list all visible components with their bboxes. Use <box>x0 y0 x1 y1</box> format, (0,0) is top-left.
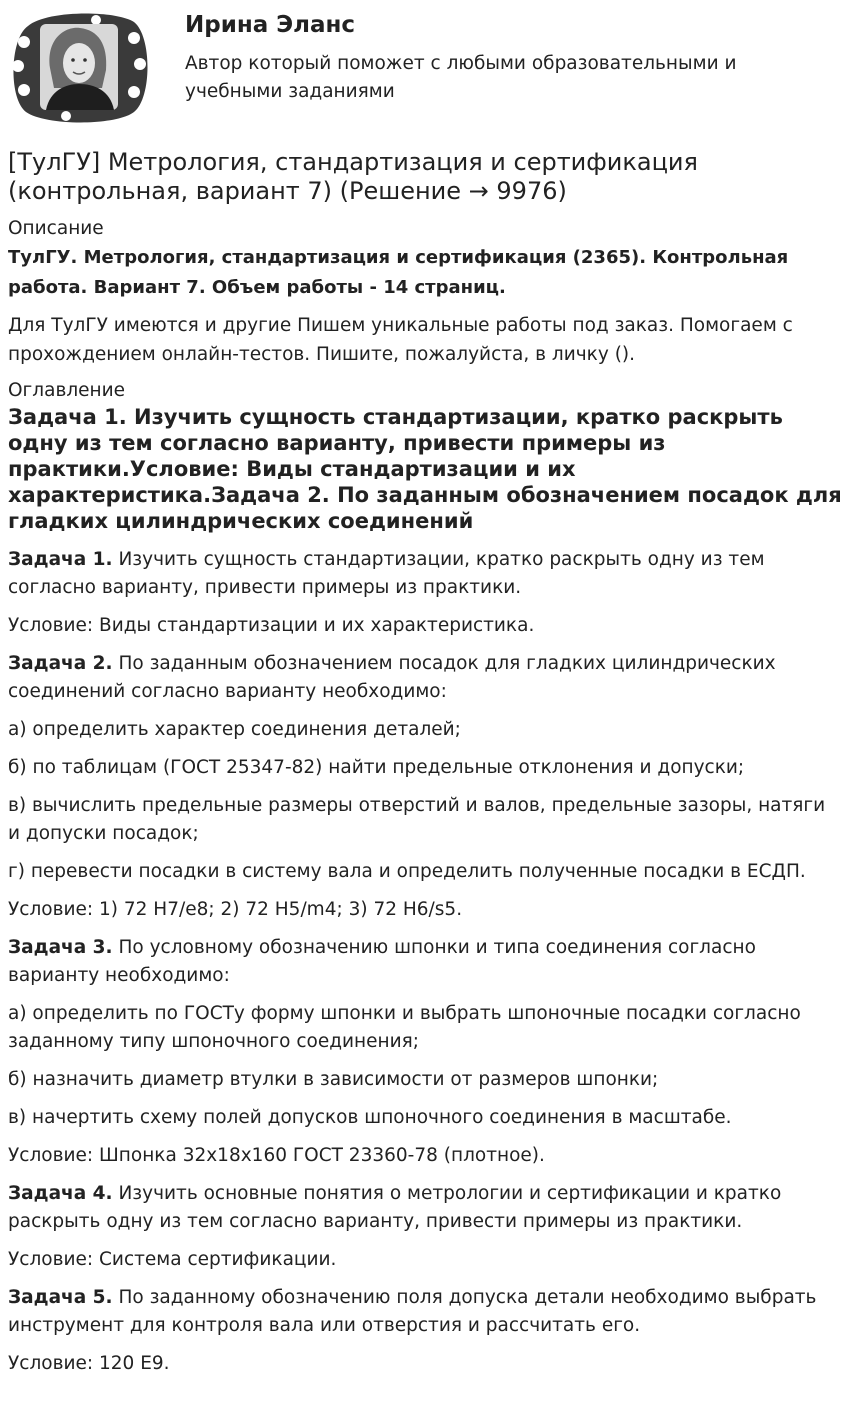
task-text: в) начертить схему полей допусков шпоночного соединения в масштабе. <box>8 1107 732 1128</box>
task-text: По заданным обозначением посадок для гладких цилиндрических соединений согласно варианту необходимо: <box>8 653 776 702</box>
task-paragraph <box>8 1104 843 1132</box>
author-name: Ирина Эланс <box>185 12 356 38</box>
task-paragraph <box>8 896 843 924</box>
toc-heading: Задача 1. Изучить сущность стандартизации, кратко раскрыть одну из тем согласно варианту, привести примеры из практики.Условие: Виды стандартизации и их характеристика.Задача 2. По заданным обозначением посадок для гладких цилиндрических соединений <box>8 405 842 533</box>
task-label: Задача 4. <box>8 1183 113 1204</box>
task-paragraph <box>8 1284 843 1340</box>
task-paragraph <box>8 1180 843 1236</box>
task-paragraph <box>8 1350 843 1378</box>
task-text: По условному обозначению шпонки и типа соединения согласно варианту необходимо: <box>8 937 756 986</box>
task-text: Условие: Система сертификации. <box>8 1249 337 1270</box>
task-label: Задача 1. <box>8 549 113 570</box>
task-text: а) определить по ГОСТу форму шпонки и выбрать шпоночные посадки согласно заданному типу шпоночного соединения; <box>8 1003 801 1052</box>
task-paragraph <box>8 858 843 886</box>
author-avatar <box>6 8 150 126</box>
description-label: Описание <box>8 218 104 239</box>
task-paragraph <box>8 1066 843 1094</box>
task-label: Задача 5. <box>8 1287 113 1308</box>
task-label: Задача 3. <box>8 937 113 958</box>
task-text: г) перевести посадки в систему вала и определить полученные посадки в ЕСДП. <box>8 861 806 882</box>
task-paragraph <box>8 1000 843 1056</box>
task-paragraph <box>8 1246 843 1274</box>
task-paragraph <box>8 792 843 848</box>
description-text: Для ТулГУ имеются и другие Пишем уникальные работы под заказ. Помогаем с прохождением онлайн-тестов. Пишите, пожалуйста, в личку (). <box>8 315 793 365</box>
toc-label: Оглавление <box>8 380 126 401</box>
task-paragraph <box>8 716 843 744</box>
task-paragraph <box>8 934 843 990</box>
task-text: Условие: Шпонка 32х18х160 ГОСТ 23360-78 (плотное). <box>8 1145 545 1166</box>
task-content <box>8 546 843 1388</box>
author-card <box>0 0 847 130</box>
task-text: Условие: Виды стандартизации и их характеристика. <box>8 615 535 636</box>
task-text: б) по таблицам (ГОСТ 25347-82) найти предельные отклонения и допуски; <box>8 757 745 778</box>
task-text: б) назначить диаметр втулки в зависимости от размеров шпонки; <box>8 1069 659 1090</box>
task-text: Изучить сущность стандартизации, кратко раскрыть одну из тем согласно варианту, привести примеры из практики. <box>8 549 765 598</box>
task-text: в) вычислить предельные размеры отверстий и валов, предельные зазоры, натяги и допуски посадок; <box>8 795 826 844</box>
task-paragraph <box>8 650 843 706</box>
author-description: Автор который поможет с любыми образовательными и учебными заданиями <box>185 53 737 102</box>
task-paragraph <box>8 754 843 782</box>
task-paragraph <box>8 546 843 602</box>
task-text: Изучить основные понятия о метрологии и сертификации и кратко раскрыть одну из тем согласно варианту, привести примеры из практики. <box>8 1183 782 1232</box>
page-title: [ТулГУ] Метрология, стандартизация и сертификация (контрольная, вариант 7) (Решение → 9976) <box>8 148 698 205</box>
task-text: По заданному обозначению поля допуска детали необходимо выбрать инструмент для контроля вала или отверстия и рассчитать его. <box>8 1287 817 1336</box>
task-text: Условие: 120 Е9. <box>8 1353 170 1374</box>
task-text: а) определить характер соединения деталей; <box>8 719 461 740</box>
description-summary: ТулГУ. Метрология, стандартизация и сертификация (2365). Контрольная работа. Вариант 7. Объем работы - 14 страниц. <box>8 247 789 298</box>
task-paragraph <box>8 612 843 640</box>
task-label: Задача 2. <box>8 653 113 674</box>
task-paragraph <box>8 1142 843 1170</box>
task-text: Условие: 1) 72 Н7/е8; 2) 72 Н5/m4; 3) 72 Н6/s5. <box>8 899 463 920</box>
